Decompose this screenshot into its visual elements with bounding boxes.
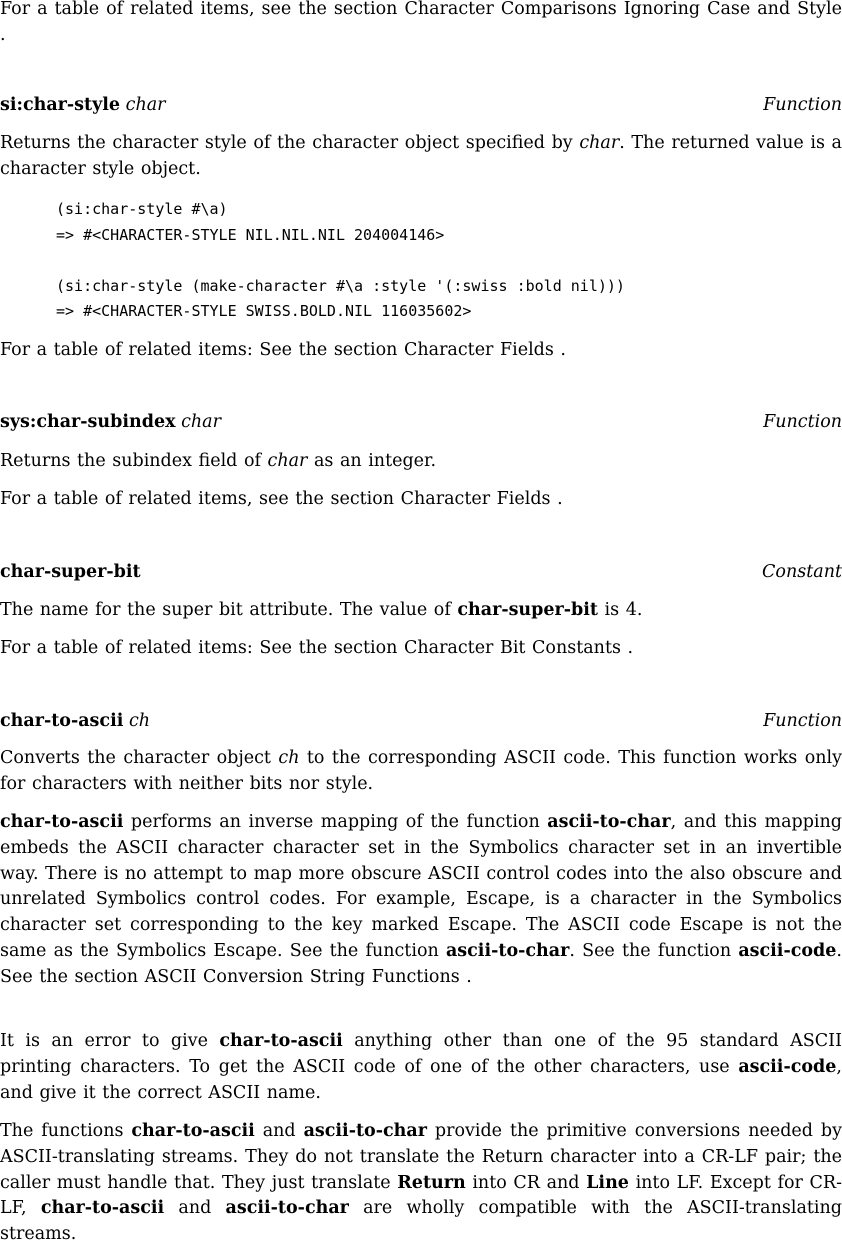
bold-term: char-to-ascii <box>219 1031 343 1051</box>
entry-char-to-ascii-header <box>0 709 842 735</box>
desc-text: Returns the subindex field of <box>0 451 268 471</box>
entry-char-to-ascii-description <box>0 746 842 798</box>
see-prefix: For a table of related items: See the section <box>0 340 404 360</box>
entry-kind: Function <box>763 711 842 731</box>
desc-text: as an integer. <box>307 451 437 471</box>
entry-name: char-super-bit <box>0 562 141 582</box>
bold-term: ascii-code <box>738 940 837 961</box>
entry-arg: char <box>125 95 166 115</box>
body-text: and <box>164 1198 226 1219</box>
entry-sys-char-subindex-description <box>0 449 842 475</box>
body-text: . See the section ASCII Conversion String Functions . <box>0 940 842 987</box>
key-name: Return <box>397 1172 466 1193</box>
intro-prefix: For a table of related items, see the section <box>0 0 405 19</box>
entry-name: sys:char-subindex <box>0 412 176 432</box>
body-text: and <box>254 1121 304 1141</box>
body-text: . See the function <box>569 940 739 961</box>
desc-text: Returns the character style of the character object specified by <box>0 133 580 153</box>
entry-name: si:char-style <box>0 95 121 115</box>
desc-bold-term: char-super-bit <box>457 600 598 620</box>
bold-term: ascii-to-char <box>303 1121 427 1141</box>
bold-term: char-to-ascii <box>131 1121 255 1141</box>
entry-kind: Function <box>763 95 842 115</box>
body-text: into CR and <box>465 1172 587 1193</box>
entry-name: char-to-ascii <box>0 711 124 731</box>
code-line: (si:char-style (make-character #\a :style '(:swiss :bold nil))) <box>56 276 625 295</box>
body-text: , and this mapping embeds the ASCII character character set in the Symbolics character set in an invertible way. There is no attempt to map more obscure ASCII control codes into the also obscure and unrelated Symbolics control codes. For example, Escape, is a character in the Symbolics character set corresponding to the key marked Escape. The ASCII code Escape is not the same as the Symbolics Escape. See the function <box>0 812 842 961</box>
body-text: are wholly compatible with the ASCII-translating streams. <box>0 1198 842 1245</box>
bold-term: char-to-ascii <box>0 812 124 832</box>
bold-term: ascii-to-char <box>547 812 671 832</box>
entry-kind: Function <box>763 412 842 432</box>
key-name: Line <box>586 1172 629 1193</box>
body-text: , and give it the correct ASCII name. <box>0 1056 842 1103</box>
entry-kind: Constant <box>762 562 842 582</box>
see-prefix: For a table of related items: See the section <box>0 638 404 658</box>
bold-term: ascii-to-char <box>225 1198 349 1219</box>
intro-section-link[interactable]: Character Comparisons Ignoring Case and Style <box>404 0 842 19</box>
entry-si-char-style-see-also <box>0 338 842 364</box>
entry-si-char-style-description <box>0 131 842 183</box>
code-example <box>0 197 842 325</box>
section-link[interactable]: Character Fields <box>403 340 554 360</box>
body-text: into LF. Except for CR-LF, <box>0 1172 842 1219</box>
entry-sys-char-subindex-header <box>0 410 842 436</box>
desc-text: The name for the super bit attribute. The value of <box>0 600 458 620</box>
desc-text: is 4. <box>597 600 643 620</box>
code-line: => #<CHARACTER-STYLE SWISS.BOLD.NIL 116035602> <box>56 302 472 320</box>
entry-char-super-bit-see-also <box>0 636 842 662</box>
see-suffix: . <box>550 489 563 509</box>
char-to-ascii-streams-paragraph <box>0 1119 842 1248</box>
code-line: => #<CHARACTER-STYLE NIL.NIL.NIL 204004146> <box>56 225 445 244</box>
bold-term: ascii-to-char <box>445 940 570 961</box>
char-to-ascii-error-paragraph <box>0 1029 842 1106</box>
body-text: anything other than one of the 95 standard ASCII printing characters. To get the ASCII code of one of the other characters, use <box>0 1031 842 1077</box>
desc-arg: char <box>267 451 308 471</box>
desc-text: to the corresponding ASCII code. This function works only for characters with neither bits nor style. <box>0 748 842 794</box>
entry-char-super-bit-description <box>0 598 842 624</box>
entry-sys-char-subindex-see-also <box>0 487 842 513</box>
desc-arg: ch <box>278 748 300 768</box>
desc-arg: char <box>579 133 620 153</box>
section-link[interactable]: Character Fields <box>400 489 551 509</box>
char-to-ascii-mapping-paragraph <box>0 810 842 991</box>
see-suffix: . <box>553 340 566 360</box>
desc-text: . The returned value is a character style object. <box>0 133 842 179</box>
intro-suffix: . <box>0 24 6 45</box>
entry-arg: ch <box>128 711 151 731</box>
entry-arg: char <box>181 412 221 432</box>
entry-si-char-style-header <box>0 93 842 119</box>
body-text: The functions <box>0 1121 132 1141</box>
see-suffix: . <box>620 638 634 658</box>
body-text: provide the primitive conversions needed by ASCII-translating streams. They do not translate the Return character into a CR-LF pair; the caller must handle that. They just translate <box>0 1121 842 1193</box>
desc-text: Converts the character object <box>0 748 279 768</box>
intro-see-also <box>0 0 842 49</box>
see-prefix: For a table of related items, see the section <box>0 489 401 509</box>
section-link[interactable]: Character Bit Constants <box>403 638 621 658</box>
body-text: performs an inverse mapping of the function <box>123 812 548 832</box>
code-line: (si:char-style #\a) <box>56 200 228 218</box>
bold-term: char-to-ascii <box>40 1198 165 1219</box>
entry-char-super-bit-header <box>0 560 842 586</box>
bold-term: ascii-code <box>738 1056 837 1077</box>
body-text: It is an error to give <box>0 1031 220 1051</box>
